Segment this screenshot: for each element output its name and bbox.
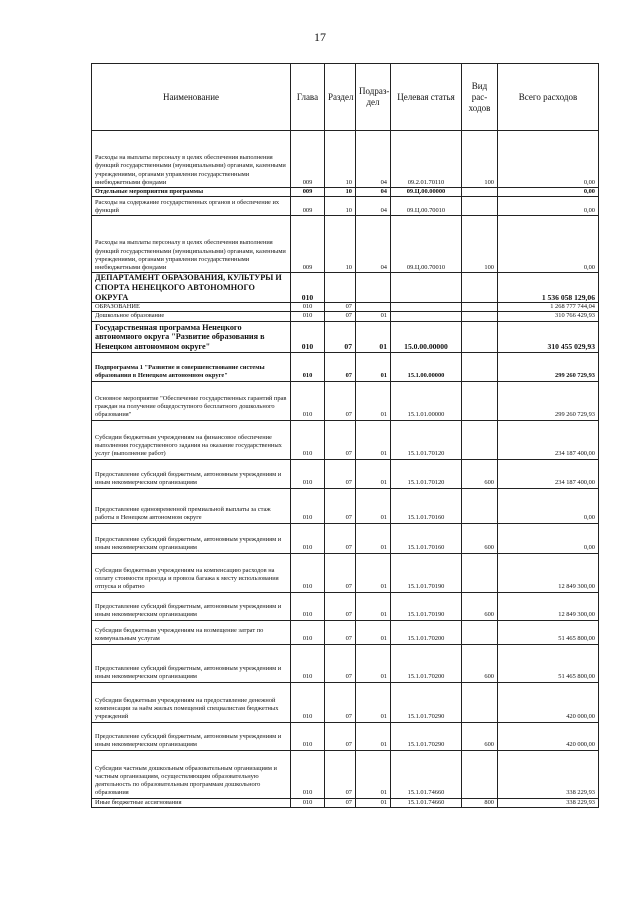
row-target xyxy=(391,303,462,312)
row-chapter: 010 xyxy=(291,321,325,352)
table-row xyxy=(92,216,599,273)
row-section: 07 xyxy=(325,488,356,523)
row-section: 10 xyxy=(325,188,356,197)
row-total: 51 465 800,00 xyxy=(498,620,599,644)
row-subsection: 01 xyxy=(356,620,391,644)
row-section: 07 xyxy=(325,798,356,807)
row-total: 1 536 058 129,06 xyxy=(498,273,599,303)
row-chapter: 010 xyxy=(291,644,325,682)
row-chapter: 010 xyxy=(291,620,325,644)
row-subsection: 01 xyxy=(356,321,391,352)
table-row xyxy=(92,381,599,420)
header-chapter: Глава xyxy=(291,64,325,131)
row-total: 12 849 300,00 xyxy=(498,553,599,592)
header-target: Целевая статья xyxy=(391,64,462,131)
row-kind xyxy=(462,352,498,381)
row-name: Предоставление субсидий бюджетным, автономным учреждениям и иным некоммерческим организациям xyxy=(92,523,291,553)
row-chapter: 010 xyxy=(291,459,325,488)
row-target: 15.0.00.00000 xyxy=(391,321,462,352)
row-subsection: 01 xyxy=(356,381,391,420)
row-kind xyxy=(462,488,498,523)
row-subsection: 01 xyxy=(356,750,391,798)
header-total: Всего расходов xyxy=(498,64,599,131)
row-name: Основное мероприятие "Обеспечение государственных гарантий прав граждан на получение общедоступного бесплатного дошкольного образования" xyxy=(92,381,291,420)
row-subsection: 01 xyxy=(356,312,391,321)
row-name: Расходы на содержание государственных органов и обеспечение их функций xyxy=(92,197,291,216)
row-name: Предоставление субсидий бюджетным, автономным учреждениям и иным некоммерческим организациям xyxy=(92,722,291,750)
row-subsection xyxy=(356,303,391,312)
row-kind xyxy=(462,197,498,216)
row-total: 299 260 729,93 xyxy=(498,352,599,381)
row-kind: 600 xyxy=(462,459,498,488)
table-row xyxy=(92,352,599,381)
row-target xyxy=(391,273,462,303)
table-row xyxy=(92,488,599,523)
row-kind xyxy=(462,750,498,798)
row-total: 420 000,00 xyxy=(498,682,599,722)
row-target: 15.1.01.70160 xyxy=(391,523,462,553)
row-subsection: 04 xyxy=(356,131,391,188)
row-kind xyxy=(462,312,498,321)
row-subsection: 01 xyxy=(356,459,391,488)
row-section: 07 xyxy=(325,553,356,592)
table-row xyxy=(92,722,599,750)
row-chapter: 009 xyxy=(291,188,325,197)
row-name: Расходы на выплаты персоналу в целях обеспечения выполнения функций государственными (муниципальными) органами, казенными учреждениями, органами управления государственными внебюджетными фондами xyxy=(92,131,291,188)
row-total: 0,00 xyxy=(498,523,599,553)
row-subsection: 01 xyxy=(356,644,391,682)
row-kind xyxy=(462,553,498,592)
row-section: 10 xyxy=(325,216,356,273)
row-kind: 800 xyxy=(462,798,498,807)
row-subsection: 04 xyxy=(356,197,391,216)
row-target: 15.1.01.70200 xyxy=(391,644,462,682)
row-name: ОБРАЗОВАНИЕ xyxy=(92,303,291,312)
row-total: 0,00 xyxy=(498,197,599,216)
row-target: 15.1.01.70200 xyxy=(391,620,462,644)
row-section: 07 xyxy=(325,682,356,722)
row-chapter: 010 xyxy=(291,303,325,312)
table-row xyxy=(92,197,599,216)
row-chapter: 010 xyxy=(291,488,325,523)
row-kind xyxy=(462,682,498,722)
table-row xyxy=(92,682,599,722)
row-kind xyxy=(462,303,498,312)
row-total: 51 465 800,00 xyxy=(498,644,599,682)
row-subsection: 01 xyxy=(356,523,391,553)
row-target: 15.1.01.70160 xyxy=(391,488,462,523)
row-total: 234 187 400,00 xyxy=(498,459,599,488)
row-subsection: 01 xyxy=(356,553,391,592)
row-subsection: 01 xyxy=(356,798,391,807)
row-total: 338 229,93 xyxy=(498,798,599,807)
row-section: 07 xyxy=(325,420,356,459)
row-target: 15.1.01.00000 xyxy=(391,381,462,420)
row-section: 07 xyxy=(325,459,356,488)
table-row xyxy=(92,523,599,553)
row-target: 15.1.01.70290 xyxy=(391,722,462,750)
row-target: 09.2.01.70110 xyxy=(391,131,462,188)
row-name: ДЕПАРТАМЕНТ ОБРАЗОВАНИЯ, КУЛЬТУРЫ И СПОРТА НЕНЕЦКОГО АВТОНОМНОГО ОКРУГА xyxy=(92,273,291,303)
header-subsection: Подраз-дел xyxy=(356,64,391,131)
row-name: Предоставление субсидий бюджетным, автономным учреждениям и иным некоммерческим организациям xyxy=(92,644,291,682)
row-name: Предоставление единовременной премиальной выплаты за стаж работы в Ненецком автономном округе xyxy=(92,488,291,523)
row-kind: 600 xyxy=(462,592,498,620)
row-name: Субсидии бюджетным учреждениям на финансовое обеспечение выполнения государственного задания на оказание государственных услуг (выполнение работ) xyxy=(92,420,291,459)
row-name: Иные бюджетные ассигнования xyxy=(92,798,291,807)
row-chapter: 009 xyxy=(291,216,325,273)
row-chapter: 010 xyxy=(291,273,325,303)
row-chapter: 010 xyxy=(291,381,325,420)
row-section: 07 xyxy=(325,620,356,644)
row-total: 0,00 xyxy=(498,488,599,523)
row-total: 338 229,93 xyxy=(498,750,599,798)
row-total: 0,00 xyxy=(498,131,599,188)
row-subsection: 01 xyxy=(356,682,391,722)
row-total: 0,00 xyxy=(498,216,599,273)
row-target: 15.1.01.74660 xyxy=(391,750,462,798)
row-kind xyxy=(462,420,498,459)
row-target: 09.Ц.00.70010 xyxy=(391,197,462,216)
row-kind: 100 xyxy=(462,131,498,188)
row-target: 15.1.01.70120 xyxy=(391,420,462,459)
table-row xyxy=(92,312,599,321)
row-chapter: 009 xyxy=(291,131,325,188)
row-section: 07 xyxy=(325,523,356,553)
row-chapter: 010 xyxy=(291,312,325,321)
table-row xyxy=(92,459,599,488)
row-kind: 100 xyxy=(462,216,498,273)
row-total: 310 766 429,93 xyxy=(498,312,599,321)
header-name: Наименование xyxy=(92,64,291,131)
row-section: 10 xyxy=(325,197,356,216)
row-subsection xyxy=(356,273,391,303)
row-section: 10 xyxy=(325,131,356,188)
row-target: 15.1.01.70190 xyxy=(391,553,462,592)
row-total: 310 455 029,93 xyxy=(498,321,599,352)
row-target xyxy=(391,312,462,321)
row-kind xyxy=(462,273,498,303)
table-row xyxy=(92,273,599,303)
row-name: Государственная программа Ненецкого автономного округа "Развитие образования в Ненецком автономном округе" xyxy=(92,321,291,352)
table-row xyxy=(92,592,599,620)
table-row xyxy=(92,620,599,644)
row-chapter: 010 xyxy=(291,750,325,798)
row-total: 420 000,00 xyxy=(498,722,599,750)
row-subsection: 04 xyxy=(356,216,391,273)
row-subsection: 01 xyxy=(356,420,391,459)
page-number: 17 xyxy=(314,30,326,44)
row-chapter: 010 xyxy=(291,722,325,750)
row-target: 15.1.01.70190 xyxy=(391,592,462,620)
row-subsection: 04 xyxy=(356,188,391,197)
row-kind xyxy=(462,321,498,352)
row-kind xyxy=(462,188,498,197)
row-section: 07 xyxy=(325,381,356,420)
row-subsection: 01 xyxy=(356,592,391,620)
row-name: Подпрограмма 1 "Развитие и совершенствование системы образования в Ненецком автономном округе" xyxy=(92,352,291,381)
row-name: Предоставление субсидий бюджетным, автономным учреждениям и иным некоммерческим организациям xyxy=(92,459,291,488)
row-section: 07 xyxy=(325,592,356,620)
row-name: Расходы на выплаты персоналу в целях обеспечения выполнения функций государственными (муниципальными) органами, казенными учреждениями, органами управления государственными внебюджетными фондами xyxy=(92,216,291,273)
row-kind: 600 xyxy=(462,523,498,553)
table-row xyxy=(92,798,599,807)
row-name: Субсидии бюджетным учреждениям на компенсацию расходов на оплату стоимости проезда и провоза багажа к месту использования отпуска и обратно xyxy=(92,553,291,592)
row-chapter: 010 xyxy=(291,798,325,807)
row-name: Отдельные мероприятия программы xyxy=(92,188,291,197)
row-target: 15.1.01.70290 xyxy=(391,682,462,722)
row-subsection: 01 xyxy=(356,722,391,750)
row-chapter: 010 xyxy=(291,592,325,620)
table-row xyxy=(92,750,599,798)
row-chapter: 010 xyxy=(291,523,325,553)
row-section: 07 xyxy=(325,352,356,381)
row-section: 07 xyxy=(325,321,356,352)
header-kind: Вид рас-ходов xyxy=(462,64,498,131)
row-name: Субсидии бюджетным учреждениям на возмещение затрат по коммунальным услугам xyxy=(92,620,291,644)
row-section: 07 xyxy=(325,644,356,682)
row-chapter: 010 xyxy=(291,420,325,459)
row-chapter: 010 xyxy=(291,553,325,592)
table-row xyxy=(92,131,599,188)
row-section xyxy=(325,273,356,303)
row-kind xyxy=(462,620,498,644)
row-target: 15.1.01.74660 xyxy=(391,798,462,807)
row-name: Предоставление субсидий бюджетным, автономным учреждениям и иным некоммерческим организациям xyxy=(92,592,291,620)
row-target: 15.1.01.70120 xyxy=(391,459,462,488)
table-row xyxy=(92,644,599,682)
row-chapter: 010 xyxy=(291,352,325,381)
row-subsection: 01 xyxy=(356,352,391,381)
row-name: Субсидии бюджетным учреждениям на предоставление денежной компенсации за наём жилых помещений специалистам бюджетных учреждений xyxy=(92,682,291,722)
row-section: 07 xyxy=(325,312,356,321)
row-section: 07 xyxy=(325,303,356,312)
row-total: 234 187 400,00 xyxy=(498,420,599,459)
table-row xyxy=(92,553,599,592)
row-subsection: 01 xyxy=(356,488,391,523)
row-total: 12 849 300,00 xyxy=(498,592,599,620)
table-row xyxy=(92,188,599,197)
row-target: 09.Ц.00.70010 xyxy=(391,216,462,273)
table-row xyxy=(92,420,599,459)
row-name: Дошкольное образование xyxy=(92,312,291,321)
row-chapter: 009 xyxy=(291,197,325,216)
table-row xyxy=(92,303,599,312)
row-kind: 600 xyxy=(462,644,498,682)
row-chapter: 010 xyxy=(291,682,325,722)
table-header-row xyxy=(92,64,599,131)
row-kind xyxy=(462,381,498,420)
table-row xyxy=(92,321,599,352)
row-target: 15.1.00.00000 xyxy=(391,352,462,381)
row-total: 1 268 777 744,04 xyxy=(498,303,599,312)
header-section: Раздел xyxy=(325,64,356,131)
row-name: Субсидии частным дошкольным образовательным организациям и частным организациям, осуществляющим образовательную деятельность по образовательным программам дошкольного образования xyxy=(92,750,291,798)
row-total: 299 260 729,93 xyxy=(498,381,599,420)
row-total: 0,00 xyxy=(498,188,599,197)
row-section: 07 xyxy=(325,750,356,798)
row-section: 07 xyxy=(325,722,356,750)
row-kind: 600 xyxy=(462,722,498,750)
budget-table xyxy=(91,63,599,808)
row-target: 09.Ц.00.00000 xyxy=(391,188,462,197)
